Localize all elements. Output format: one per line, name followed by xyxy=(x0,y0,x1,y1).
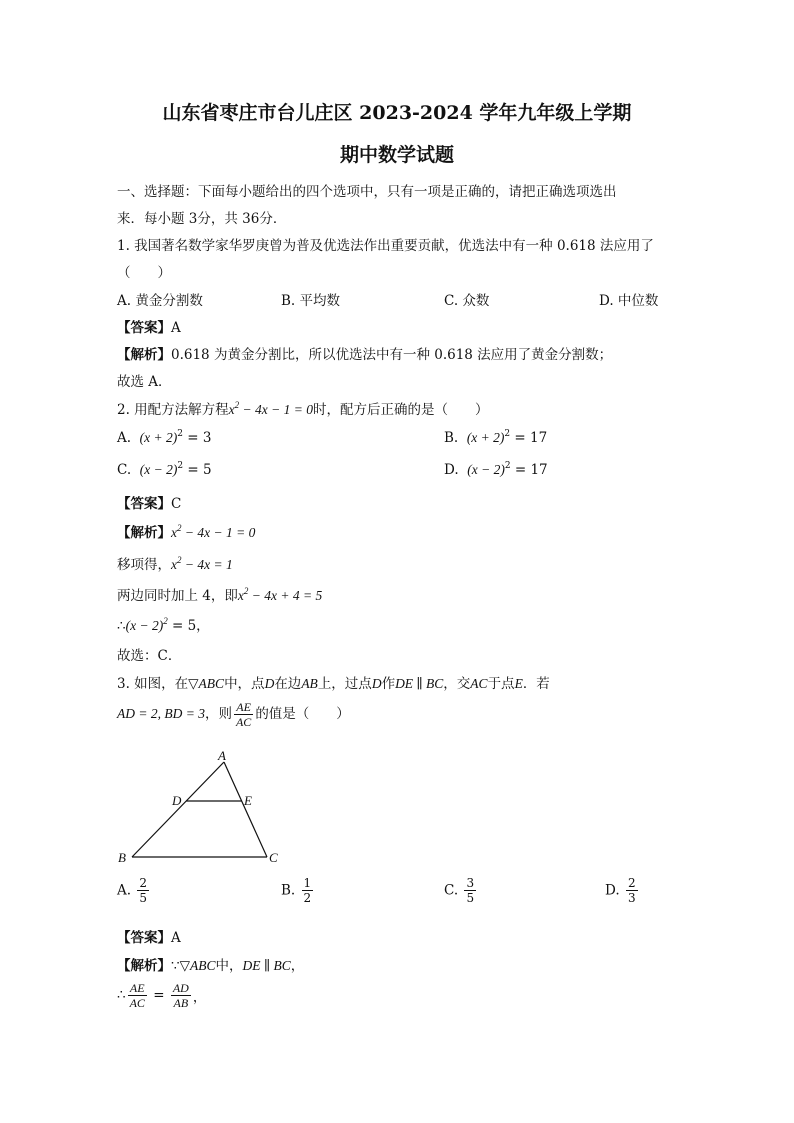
label-e: E xyxy=(244,793,252,808)
section-heading-line2: 来．每小题 3分，共 36分． xyxy=(117,211,287,227)
q1-answer xyxy=(117,316,181,336)
page-title: 山东省枣庄市台儿庄区 2023-2024 学年九年级上学期 xyxy=(162,102,632,124)
q1-option-a: A. 黄金分割数 xyxy=(117,293,203,309)
side-ab xyxy=(132,762,224,857)
q1-conclusion: 故选 A． xyxy=(117,374,172,390)
q2-option-b: B. $(x + 2)^2 = 17$ xyxy=(444,429,548,446)
q2-option-c: C. $(x - 2)^2 = 5$ xyxy=(117,461,212,478)
q3-option-d: D. $\frac{2}{3}$ xyxy=(605,876,636,905)
q2-analysis-step4: ∴(x − 2)$^2$ = 5， xyxy=(117,616,210,634)
label-a: A xyxy=(218,748,226,763)
triangle-figure xyxy=(112,745,292,870)
q1-option-c: C. 众数 xyxy=(444,293,490,309)
q3-option-a: A. $\frac{2}{5}$ xyxy=(117,876,147,905)
q1-analysis xyxy=(117,343,612,363)
side-ac xyxy=(224,762,267,857)
q2-conclusion: 故选：C． xyxy=(117,648,182,664)
q3-answer: 【答案】A xyxy=(117,930,181,946)
q3-stem-line2: AD = 2, BD = 3，则 $\frac{AE}{AC}$ 的值是（ ） xyxy=(117,700,350,729)
q2-analysis-step3: 两边同时加上 4，即$x^2 - 4x + 4 = 5$ xyxy=(117,586,323,604)
page-subtitle: 期中数学试题 xyxy=(339,144,454,166)
q1-option-b: B. 平均数 xyxy=(281,293,341,309)
q2-analysis-step1: 【解析】$x^2 - 4x - 1 = 0$ xyxy=(117,523,256,541)
q1-option-d: D. 中位数 xyxy=(599,293,659,309)
q3-option-b: B. $\frac{1}{2}$ xyxy=(281,876,312,905)
label-d: D xyxy=(172,793,182,808)
q3-stem-line1: 3. 如图，在▽ABC中，点D在边AB上，过点D作DE ∥ BC，交AC于点E．若 xyxy=(117,676,550,692)
q2-answer: 【答案】C xyxy=(117,496,182,512)
q2-analysis-step2: 移项得，$x^2 - 4x = 1$ xyxy=(117,555,233,573)
q1-stem-line1: 1. 我国著名数学家华罗庚曾为普及优选法作出重要贡献，优选法中有一种 0.618 法应用了 xyxy=(117,238,654,254)
answer-label: 【答案】 xyxy=(117,320,171,336)
q3-analysis-ratio: ∴ $\frac{AE}{AC}$ = $\frac{AD}{AB}$ ， xyxy=(117,981,207,1010)
analysis-text: 0.618 为黄金分割比，所以优选法中有一种 0.618 法应用了黄金分割数； xyxy=(171,347,613,363)
q3-option-c: C. $\frac{3}{5}$ xyxy=(444,876,475,905)
q2-option-d: D. $(x - 2)^2 = 17$ xyxy=(444,461,548,478)
analysis-label: 【解析】 xyxy=(117,347,171,363)
q2-stem: 2. 用配方法解方程$x^2 - 4x - 1 = 0$时，配方后正确的是（ ） xyxy=(117,400,489,418)
label-c: C xyxy=(269,850,278,865)
q2-option-a: A. $(x + 2)^2 = 3$ xyxy=(117,429,212,446)
equation: $x^2 - 4x - 1 = 0$ xyxy=(228,400,313,417)
section-heading-line1: 一、选择题：下面每小题给出的四个选项中，只有一项是正确的，请把正确选项选出 xyxy=(117,184,617,200)
q3-analysis: 【解析】∵▽ABC中，DE ∥ BC， xyxy=(117,958,305,974)
label-b: B xyxy=(118,850,126,865)
q1-stem-line2: （ ） xyxy=(117,265,171,281)
answer-value: A xyxy=(171,320,181,336)
